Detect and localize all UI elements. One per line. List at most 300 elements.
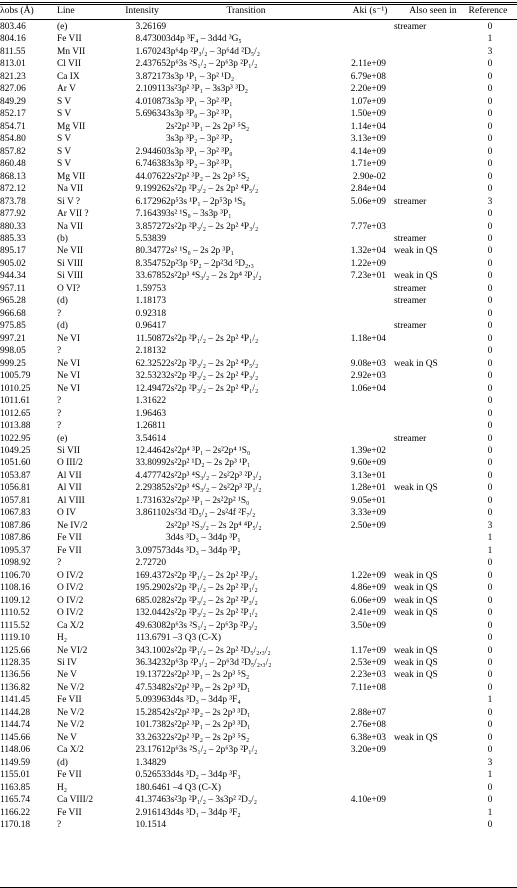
cell-aki: 4.14e+09 — [350, 146, 386, 157]
cell-intensity: 36.3423 — [135, 657, 166, 668]
cell-aki: 6.06e+09 — [350, 595, 386, 606]
cell-wavelength: 1149.59 — [0, 757, 31, 768]
cell-transition: 2s²2p ²P₃/₂ – 2s 2p² ²P₁/₂ — [166, 608, 258, 619]
cell-aki: 2.90e-02 — [352, 171, 386, 182]
cell-line: ? — [57, 346, 62, 357]
cell-reference: 0 — [487, 308, 493, 319]
cell-aki: 1.18e+04 — [350, 333, 386, 344]
cell-wavelength: 1144.74 — [0, 720, 31, 731]
cell-line: Ne V/2 — [57, 720, 85, 731]
cell-transition: 2s²2p² ³P₀ – 2s 2p³ ³D₁ — [166, 682, 251, 693]
cell-wavelength: 1166.22 — [0, 807, 31, 818]
cell-reference: 1 — [487, 807, 493, 818]
cell-reference: 0 — [487, 84, 493, 95]
cell-wavelength: 1165.74 — [0, 795, 31, 806]
cell-wavelength: 1141.45 — [0, 695, 31, 706]
cell-intensity: 80.3477 — [135, 246, 166, 257]
cell-wavelength: 1155.01 — [0, 770, 31, 781]
cell-reference: 0 — [487, 433, 493, 444]
table-row — [0, 532, 517, 545]
table-row — [0, 620, 517, 633]
table-row — [0, 595, 517, 608]
table-row — [0, 133, 517, 146]
cell-wavelength: 854.71 — [0, 121, 26, 132]
cell-transition: 2s²3d ²D₅/₂ – 2s²4f ²F₇/₂ — [166, 508, 256, 519]
header-rule — [0, 19, 517, 20]
cell-line: Ne VI — [57, 383, 80, 394]
cell-aki: 1.17e+09 — [350, 645, 386, 656]
table-row — [0, 645, 517, 658]
cell-aki: 7.77e+03 — [350, 221, 386, 232]
cell-reference: 0 — [487, 483, 493, 494]
table-row — [0, 632, 517, 645]
cell-line: (e) — [57, 22, 68, 32]
cell-intensity: 1.31622 — [135, 396, 166, 407]
table-row — [0, 457, 517, 470]
cell-aki: 1.39e+02 — [350, 445, 386, 456]
cell-line: Ne VI — [57, 333, 80, 344]
cell-also-seen: weak in QS — [394, 608, 438, 619]
table-row — [0, 545, 517, 558]
cell-intensity: 1.67024 — [135, 46, 166, 57]
cell-intensity: 32.5323 — [135, 371, 166, 382]
cell-aki: 3.13e+01 — [350, 470, 386, 481]
cell-transition: 2s²2p ²P₃/₂ – 2s 2p² ⁴P₁/₂ — [166, 383, 259, 394]
table-row — [0, 196, 517, 209]
cell-wavelength: 1163.85 — [0, 782, 31, 793]
cell-intensity: 3.87217 — [135, 71, 166, 82]
cell-line: Na VII — [57, 221, 84, 232]
cell-intensity: 2.72720 — [135, 558, 166, 569]
cell-line: O IV/2 — [57, 583, 84, 594]
cell-reference: 0 — [487, 221, 493, 232]
cell-reference: 0 — [487, 707, 493, 718]
cell-transition: 2p²3p ⁵P₂ – 2p²3d ⁵D₂,₃ — [166, 258, 254, 269]
cell-wavelength: 880.33 — [0, 221, 26, 232]
cell-wavelength: 1098.92 — [0, 558, 31, 569]
cell-reference: 3 — [487, 46, 493, 57]
cell-line: Fe VII — [57, 533, 82, 544]
cell-line: Al VII — [57, 470, 82, 481]
cell-aki: 1.50e+09 — [350, 109, 386, 120]
cell-aki: 2.50e+09 — [350, 520, 386, 531]
cell-reference: 0 — [487, 358, 493, 369]
cell-aki: 1.06e+04 — [350, 383, 386, 394]
cell-transition: 3s² ¹S₀ – 3s3p ³P₁ — [166, 209, 232, 220]
cell-also-seen: streamer — [394, 22, 427, 32]
cell-intensity: 3.26169 — [135, 22, 166, 32]
cell-transition: 2s²2p² ³P₂ – 2s 2p³ ⁵S₂ — [166, 732, 250, 743]
table-row — [0, 183, 517, 196]
cell-also-seen: streamer — [394, 233, 427, 244]
cell-intensity: 12.4947 — [135, 383, 166, 394]
cell-reference: 1 — [487, 34, 493, 45]
cell-line: Ca X/2 — [57, 745, 84, 756]
cell-wavelength: 885.33 — [0, 233, 26, 244]
cell-wavelength: 1106.70 — [0, 570, 31, 581]
table-row — [0, 245, 517, 258]
cell-aki: 7.23e+01 — [350, 271, 386, 282]
table-row — [0, 308, 517, 321]
cell-line: O IV/2 — [57, 595, 84, 606]
cell-wavelength: 905.02 — [0, 258, 26, 269]
cell-reference: 0 — [487, 134, 493, 145]
table-row — [0, 732, 517, 745]
table-row — [0, 46, 517, 59]
cell-wavelength: 1087.86 — [0, 533, 31, 544]
cell-line: Si VII — [57, 445, 81, 456]
cell-intensity: 2.10911 — [135, 84, 166, 95]
cell-transition: 3s3p ³P₂ – 3p² ³P₁ — [166, 159, 233, 170]
cell-line: Al VIII — [57, 495, 85, 506]
cell-line: Si VIII — [57, 258, 84, 269]
cell-transition: 3d4s ³D₃ – 3d4p ³P₁ — [166, 533, 241, 544]
cell-reference: 0 — [487, 720, 493, 731]
cell-aki: 2.11e+09 — [351, 59, 386, 70]
cell-also-seen: weak in QS — [394, 246, 438, 257]
cell-intensity: 19.1372 — [135, 670, 166, 681]
cell-line: S V — [57, 96, 72, 107]
table-row — [0, 383, 517, 396]
cell-transition: 3s3p ³P₁ – 3p² ³P₀ — [166, 146, 233, 157]
table-row — [0, 757, 517, 770]
cell-reference: 0 — [487, 233, 493, 244]
cell-line: Ne V/2 — [57, 707, 85, 718]
table-row — [0, 495, 517, 508]
cell-line: S V — [57, 159, 72, 170]
cell-reference: 0 — [487, 508, 493, 519]
cell-aki: 4.86e+09 — [350, 583, 386, 594]
cell-reference: 1 — [487, 533, 493, 544]
cell-wavelength: 1010.25 — [0, 383, 31, 394]
cell-aki: 1.28e+01 — [350, 483, 386, 494]
cell-wavelength: 1110.52 — [0, 608, 30, 619]
cell-reference: 0 — [487, 421, 493, 432]
cell-aki: 1.71e+09 — [350, 159, 386, 170]
cell-intensity: 6.17296 — [135, 196, 166, 207]
cell-reference: 0 — [487, 321, 493, 332]
cell-intensity: 195.290 — [135, 583, 166, 594]
table-row — [0, 694, 517, 707]
cell-wavelength: 895.17 — [0, 246, 26, 257]
cell-reference: 0 — [487, 271, 493, 282]
table-row — [0, 171, 517, 184]
cell-line: Ne IV/2 — [57, 520, 88, 531]
table-row — [0, 358, 517, 371]
table-row — [0, 657, 517, 670]
cell-wavelength: 1011.61 — [0, 396, 31, 407]
cell-intensity: 33.8099 — [135, 458, 166, 469]
cell-transition: 2s²2p ²P₁/₂ – 2s 2p² ⁴P₁/₂ — [166, 333, 259, 344]
cell-line: S V — [57, 146, 72, 157]
table-row — [0, 146, 517, 159]
cell-wavelength: 998.05 — [0, 346, 26, 357]
cell-line: Ca IX — [57, 71, 80, 82]
cell-also-seen: weak in QS — [394, 358, 438, 369]
cell-reference: 0 — [487, 558, 493, 569]
cell-transition: 3s3p ³P₀ – 3p² ³P₁ — [166, 109, 233, 120]
cell-aki: 9.05e+01 — [350, 495, 386, 506]
cell-transition: 3s²3p ²P₁/₂ – 3s3p² ²D₃/₂ — [166, 795, 257, 806]
cell-also-seen: streamer — [394, 283, 427, 294]
cell-wavelength: 1136.56 — [0, 670, 31, 681]
cell-transition: 2s²2p ²P₃/₂ – 2s 2p² ⁴P₃/₂ — [166, 371, 259, 382]
cell-wavelength: 1119.10 — [0, 633, 30, 644]
table-row — [0, 33, 517, 46]
cell-intensity: 33.2632 — [135, 732, 166, 743]
cell-line: (b) — [57, 233, 68, 244]
table-row — [0, 21, 517, 34]
cell-transition: 2s²2p² ³P₁ – 2s 2p³ ⁵S₂ — [166, 670, 250, 681]
header-wavelength: λobs (Å) — [0, 5, 34, 16]
cell-line: Mg VII — [57, 121, 86, 132]
cell-wavelength: 811.55 — [0, 46, 26, 57]
cell-wavelength: 1005.79 — [0, 371, 31, 382]
cell-wavelength: 1115.52 — [0, 620, 30, 631]
cell-reference: 0 — [487, 445, 493, 456]
cell-transition: 2p⁶3s ²S₁/₂ – 2p⁶3p ²P₃/₂ — [166, 620, 258, 631]
cell-transition: 2s²2p² ³P₁ – 2s²2p² ¹S₀ — [166, 495, 250, 506]
cell-reference: 0 — [487, 682, 493, 693]
cell-aki: 1.07e+09 — [350, 96, 386, 107]
cell-line: ? — [57, 558, 62, 569]
cell-transition: 2s²2p ²P₁/₂ – 2s 2p² ²P₁/₂ — [166, 583, 258, 594]
cell-also-seen: weak in QS — [394, 645, 438, 656]
cell-line: ? — [57, 308, 62, 319]
cell-transition: 2s²2p ²P₃/₂ – 2s 2p² ⁴P₃/₂ — [166, 221, 259, 232]
cell-wavelength: 1145.66 — [0, 732, 31, 743]
cell-aki: 2.53e+09 — [350, 657, 386, 668]
cell-reference: 0 — [487, 732, 493, 743]
table-row — [0, 707, 517, 720]
cell-wavelength: 1049.25 — [0, 445, 31, 456]
cell-reference: 0 — [487, 96, 493, 107]
table-row — [0, 395, 517, 408]
cell-transition: 2s² ¹S₀ – 2s 2p ³P₁ — [166, 246, 234, 257]
cell-transition: 2s²2p² ¹D₂ – 2s 2p³ ¹P₁ — [166, 458, 251, 469]
cell-intensity: 101.738 — [135, 720, 166, 731]
cell-transition: 3d4s ³D₂ – 3d4p ³F₃ — [166, 770, 241, 781]
cell-aki: 1.32e+04 — [350, 246, 386, 257]
cell-reference: 0 — [487, 470, 493, 481]
cell-reference: 0 — [487, 171, 493, 182]
table-row — [0, 520, 517, 533]
cell-reference: 0 — [487, 570, 493, 581]
cell-wavelength: 873.78 — [0, 196, 26, 207]
cell-line: O IV/2 — [57, 570, 84, 581]
table-row — [0, 433, 517, 446]
cell-line: Fe VII — [57, 34, 82, 45]
cell-transition: 3d4s ³D₃ – 3d4p ³P₂ — [166, 545, 241, 556]
cell-reference: 3 — [487, 196, 493, 207]
cell-line: Ne VII — [57, 246, 84, 257]
cell-intensity: 49.6308 — [135, 620, 166, 631]
cell-intensity: 685.028 — [135, 595, 166, 606]
cell-intensity: 169.437 — [135, 570, 166, 581]
cell-reference: 0 — [487, 184, 493, 195]
table-row — [0, 682, 517, 695]
header-intensity: Intensity — [125, 5, 159, 16]
cell-line: O IV — [57, 508, 77, 519]
cell-intensity: 3.86110 — [135, 508, 166, 519]
cell-reference: 0 — [487, 371, 493, 382]
table-row — [0, 71, 517, 84]
cell-also-seen: weak in QS — [394, 732, 438, 743]
cell-intensity: 10.1514 — [135, 820, 166, 831]
table-row — [0, 507, 517, 520]
cell-intensity: 113.679 — [135, 633, 166, 644]
cell-line: Mg VII — [57, 171, 86, 182]
table-row — [0, 408, 517, 421]
cell-reference: 0 — [487, 782, 493, 793]
cell-reference: 0 — [487, 820, 493, 831]
cell-intensity: 1.18173 — [135, 296, 166, 307]
cell-reference: 0 — [487, 258, 493, 269]
cell-reference: 0 — [487, 109, 493, 120]
cell-transition: 1 –3 Q3 (C-X) — [166, 633, 221, 644]
cell-intensity: 9.19926 — [135, 184, 166, 195]
cell-intensity: 11.5087 — [135, 333, 166, 344]
table-row — [0, 782, 517, 795]
cell-reference: 0 — [487, 620, 493, 631]
cell-aki: 1.22e+09 — [350, 258, 386, 269]
header-also-seen: Also seen in — [409, 5, 457, 16]
cell-transition: 3s3p ¹P₁ – 3p² ¹D₂ — [166, 71, 235, 82]
cell-line: O IV/2 — [57, 608, 84, 619]
cell-transition: 2s²2p ²P₃/₂ – 2s 2p² ⁴P₅/₂ — [166, 358, 259, 369]
cell-line: Ne VI — [57, 358, 80, 369]
cell-wavelength: 999.25 — [0, 358, 26, 369]
cell-reference: 0 — [487, 595, 493, 606]
table-row — [0, 769, 517, 782]
cell-reference: 0 — [487, 645, 493, 656]
cell-aki: 9.60e+09 — [350, 458, 386, 469]
cell-line: (d) — [57, 321, 68, 332]
cell-intensity: 5.69634 — [135, 109, 166, 120]
cell-wavelength: 1095.37 — [0, 545, 31, 556]
cell-wavelength: 852.17 — [0, 109, 26, 120]
cell-line: Ne V — [57, 670, 77, 681]
cell-transition: 2s²2p² ³P₁ – 2s 2p³ ³D₁ — [166, 720, 251, 731]
cell-aki: 7.11e+08 — [351, 682, 386, 693]
cell-reference: 0 — [487, 146, 493, 157]
cell-transition: 3s²3p² ³P₁ – 3s3p³ ³D₂ — [166, 84, 249, 95]
cell-line: Fe VII — [57, 807, 82, 818]
cell-wavelength: 872.12 — [0, 184, 26, 195]
cell-intensity: 3.85727 — [135, 221, 166, 232]
cell-intensity: 4.01087 — [135, 96, 166, 107]
cell-wavelength: 1148.06 — [0, 745, 31, 756]
cell-reference: 1 — [487, 695, 493, 706]
cell-also-seen: streamer — [394, 196, 427, 207]
table-row — [0, 121, 517, 134]
table-row — [0, 333, 517, 346]
table-row — [0, 482, 517, 495]
cell-also-seen: streamer — [394, 321, 427, 332]
table-row — [0, 58, 517, 71]
cell-reference: 0 — [487, 633, 493, 644]
table-row — [0, 794, 517, 807]
cell-transition: 3d4s ³D₃ – 3d4p ³F₄ — [166, 695, 241, 706]
cell-wavelength: 957.11 — [0, 283, 26, 294]
cell-wavelength: 966.68 — [0, 308, 26, 319]
cell-intensity: 33.6785 — [135, 271, 166, 282]
table-row — [0, 582, 517, 595]
cell-intensity: 0.96417 — [135, 321, 166, 332]
cell-intensity: 180.646 — [135, 782, 166, 793]
cell-line: O III/2 — [57, 458, 83, 469]
cell-wavelength: 827.06 — [0, 84, 26, 95]
cell-aki: 6.79e+08 — [350, 71, 386, 82]
cell-intensity: 12.4464 — [135, 445, 166, 456]
cell-line: Si IV — [57, 657, 78, 668]
cell-transition: 2s²2p² ³P₁ – 2s 2p³ ⁵S₂ — [166, 121, 250, 132]
cell-line: Ne VI — [57, 371, 80, 382]
cell-transition: 2s²2p ²P₃/₂ – 2s 2p² ²P₃/₂ — [166, 595, 258, 606]
cell-line: Al VII — [57, 483, 82, 494]
cell-intensity: 2.94460 — [135, 146, 166, 157]
cell-aki: 1.22e+09 — [350, 570, 386, 581]
cell-line: O VI? — [57, 283, 80, 294]
cell-wavelength: 1057.81 — [0, 495, 31, 506]
cell-wavelength: 813.01 — [0, 59, 26, 70]
table-row — [0, 270, 517, 283]
header-line: Line — [57, 5, 75, 16]
cell-intensity: 8.47300 — [135, 34, 166, 45]
cell-reference: 0 — [487, 495, 493, 506]
cell-reference: 0 — [487, 246, 493, 257]
cell-reference: 0 — [487, 396, 493, 407]
cell-line: ? — [57, 421, 62, 432]
cell-wavelength: 804.16 — [0, 34, 26, 45]
cell-aki: 5.06e+09 — [350, 196, 386, 207]
cell-wavelength: 1051.60 — [0, 458, 31, 469]
cell-line: Fe VII — [57, 770, 82, 781]
cell-intensity: 7.16439 — [135, 209, 166, 220]
cell-wavelength: 857.82 — [0, 146, 26, 157]
cell-wavelength: 1067.83 — [0, 508, 31, 519]
cell-intensity: 3.54614 — [135, 433, 166, 444]
cell-intensity: 2.29385 — [135, 483, 166, 494]
cell-line: Na VII — [57, 184, 84, 195]
cell-intensity: 41.3746 — [135, 795, 166, 806]
cell-aki: 3.20e+09 — [350, 745, 386, 756]
cell-transition: 3d4p ³F₄ – 3d4d ³G₅ — [166, 34, 242, 45]
cell-intensity: 0.92318 — [135, 308, 166, 319]
cell-wavelength: 1108.16 — [0, 583, 31, 594]
cell-transition: 3p⁶4p ²P₃/₂ – 3p⁶4d ²D₅/₂ — [166, 46, 260, 57]
table-row — [0, 283, 517, 296]
header-transition: Transition — [226, 5, 266, 16]
cell-transition: 2s²2p³ ⁴S₃/₂ – 2s 2p⁴ ²P₃/₂ — [166, 271, 262, 282]
cell-reference: 0 — [487, 795, 493, 806]
cell-reference: 0 — [487, 670, 493, 681]
cell-reference: 0 — [487, 59, 493, 70]
cell-reference: 0 — [487, 608, 493, 619]
cell-also-seen: weak in QS — [394, 583, 438, 594]
cell-intensity: 1.59753 — [135, 283, 166, 294]
cell-wavelength: 944.34 — [0, 271, 26, 282]
cell-intensity: 2.91614 — [135, 807, 166, 818]
cell-transition: 3s3p ³P₂ – 3p² ³P₂ — [166, 134, 233, 145]
cell-transition: 2p⁶3s ²S₁/₂ – 2p⁶3p ²P₁/₂ — [166, 745, 258, 756]
cell-wavelength: 854.80 — [0, 134, 26, 145]
cell-intensity: 132.044 — [135, 608, 166, 619]
cell-wavelength: 849.29 — [0, 96, 26, 107]
cell-reference: 0 — [487, 657, 493, 668]
cell-line: Ca X/2 — [57, 620, 84, 631]
cell-reference: 3 — [487, 757, 493, 768]
